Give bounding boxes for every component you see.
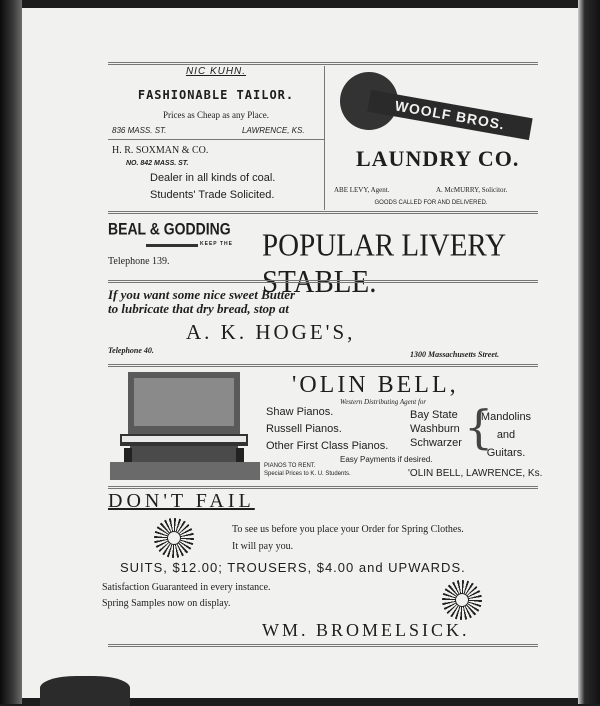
livery-phone: Telephone 139. [108,256,170,267]
kuhn-rule [108,139,324,140]
hoge-name: A. K. HOGE'S, [186,320,356,344]
thumb-shadow [40,676,130,706]
bell-pianos [266,404,388,455]
piano-illustration [110,366,260,480]
bell-piano-russell: Russell Pianos. [266,423,342,435]
bell-brand-baystate: Bay State [410,409,458,421]
bell-special: Special Prices to K. U. Students. [264,471,351,477]
bromelsick-guarantee: Satisfaction Guaranteed in every instance. [102,582,271,593]
soxman-line2: Students' Trade Solicited. [150,189,275,201]
column-divider [324,66,325,210]
top-rule [108,62,538,65]
kuhn-city: LAWRENCE, KS. [242,126,305,135]
kuhn-address: 836 MASS. ST. [112,126,167,135]
soxman-address: NO. 842 MASS. ST. [126,160,189,167]
livery-headline: POPULAR LIVERY STABLE. [262,228,506,300]
hoge-phone: Telephone 40. [108,346,154,355]
bell-brace: { [464,400,494,454]
sunburst-ornament-right [442,580,482,620]
bromelsick-line1: To see us before you place your Order for Spring Clothes. [232,524,464,535]
bell-instrument-and: and [496,429,516,441]
livery-swash [146,244,198,247]
sunburst-ornament-left [154,518,194,558]
woolf-title: LAUNDRY CO. [356,146,520,171]
woolf-note: GOODS CALLED FOR AND DELIVERED. [374,200,488,206]
bell-brands [410,408,462,450]
woolf-solicitor: A. McMURRY, Solicitor. [436,186,508,194]
bottom-rule [108,644,538,647]
woolf-agent: ABE LEVY, Agent. [334,186,390,194]
bell-piano-shaw: Shaw Pianos. [266,406,334,418]
kuhn-trade: FASHIONABLE TAILOR. [137,88,295,102]
bell-payments: Easy Payments if desired. [340,455,433,464]
hoge-line1: If you want some nice sweet Butter [108,287,296,302]
hoge-line2: to lubricate that dry bread, stop at [108,301,289,316]
bell-subtitle: Western Distributing Agent for [340,398,427,406]
page-edge [578,0,600,704]
bell-name: 'OLIN BELL, [292,372,459,398]
bell-signoff: 'OLIN BELL, LAWRENCE, Ks. [408,468,543,479]
bell-brand-schwarzer: Schwarzer [410,437,462,449]
bromelsick-signoff: WM. BROMELSICK. [262,620,470,640]
bell-instruments [474,408,538,462]
bell-rent: PIANOS TO RENT. [264,463,316,469]
bromelsick-line2: It will pay you. [232,541,294,552]
soxman-line1: Dealer in all kinds of coal. [150,172,276,184]
bell-instrument-mandolins: Mandolins [480,411,532,423]
bell-instrument-guitars: Guitars. [486,447,526,459]
bromelsick-headline: DON'T FAIL [108,490,255,512]
kuhn-tagline: Prices as Cheap as any Place. [163,110,269,120]
woolf-banner: WOOLF BROS. [367,90,532,140]
soxman-name: H. R. SOXMAN & CO. [112,145,209,156]
bromelsick-samples: Spring Samples now on display. [102,598,231,609]
livery-top-rule [108,211,538,214]
kuhn-name: NIC KUHN. [185,66,247,77]
hoge-address: 1300 Massachusetts Street. [410,350,500,359]
bromelsick-prices: SUITS, $12.00; TROUSERS, $4.00 and UPWARDS. [120,560,466,575]
bell-brand-washburn: Washburn [410,423,460,435]
hoge-top-rule [108,280,538,283]
advertisement-page [22,8,578,698]
bell-piano-other: Other First Class Pianos. [266,440,389,452]
bromelsick-top-rule [108,486,538,489]
book-spine [0,0,22,704]
livery-keep: KEEP THE [200,241,233,247]
livery-name: BEAL & GODDING [108,219,231,239]
